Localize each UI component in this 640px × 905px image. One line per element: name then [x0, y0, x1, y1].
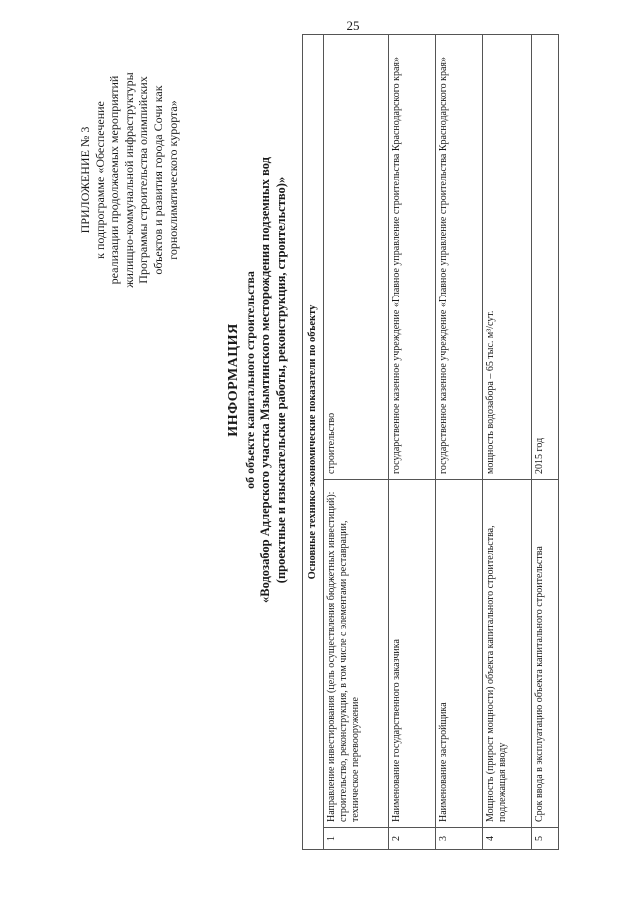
row-value: государственное казенное учреждение «Главное управление строительства Краснодарского края»: [436, 34, 483, 479]
appendix-line: к подпрограмме «Обеспечение: [92, 101, 107, 259]
indicators-table: [302, 34, 559, 850]
appendix-line: ПРИЛОЖЕНИЕ № 3: [78, 126, 92, 234]
page-number: 25: [346, 18, 360, 33]
table-header: Основные технико-экономические показатели по объекту: [303, 34, 324, 849]
table-header-row: [303, 34, 324, 849]
row-number: 5: [532, 828, 559, 850]
appendix-note: [78, 40, 180, 320]
row-label: Наименование застройщика: [436, 480, 483, 828]
row-number: 2: [389, 828, 436, 850]
document-title-block: [225, 50, 289, 710]
row-value: государственное казенное учреждение «Главное управление строительства Краснодарского края»: [389, 34, 436, 479]
row-number: 4: [483, 828, 532, 850]
table-row: [532, 34, 559, 849]
row-label: Наименование государственного заказчика: [389, 480, 436, 828]
table-row: [436, 34, 483, 849]
row-value: мощность водозабора – 65 тыс. м³/сут.: [483, 34, 532, 479]
row-number: 1: [324, 828, 389, 850]
appendix-line: горноклиматического курорта»: [165, 100, 180, 260]
appendix-line: объектов и развития города Сочи как: [150, 85, 165, 275]
document-title: ИНФОРМАЦИЯ: [226, 323, 241, 437]
appendix-line: Программы строительства олимпийских: [136, 76, 151, 284]
table-row: [389, 34, 436, 849]
row-value: 2015 год: [532, 34, 559, 479]
row-number: 3: [436, 828, 483, 850]
appendix-line: жилищно-коммунальной инфраструктуры: [121, 72, 136, 288]
table-row: [483, 34, 532, 849]
document-subtitle: об объекте капитального строительства: [243, 271, 257, 489]
object-name-line-2: (проектные и изыскательские работы, реконструкция, строительство)»: [273, 176, 288, 584]
appendix-line: реализации продолжаемых мероприятий: [107, 75, 122, 285]
row-value: строительство: [324, 34, 389, 479]
row-label: Направление инвестирования (цель осуществления бюджетных инвестиций): строительство, реконструкция, в том числе с элементами реставрации, техническое перевооружение: [324, 480, 389, 828]
row-label: Срок ввода в эксплуатацию объекта капитального строительства: [532, 480, 559, 828]
table-row: [324, 34, 389, 849]
object-name-line-1: «Водозабор Адлерского участка Мзымтинского месторождения подземных вод: [258, 157, 272, 603]
row-label: Мощность (прирост мощности) объекта капитального строительства, подлежащая вводу: [483, 480, 532, 828]
